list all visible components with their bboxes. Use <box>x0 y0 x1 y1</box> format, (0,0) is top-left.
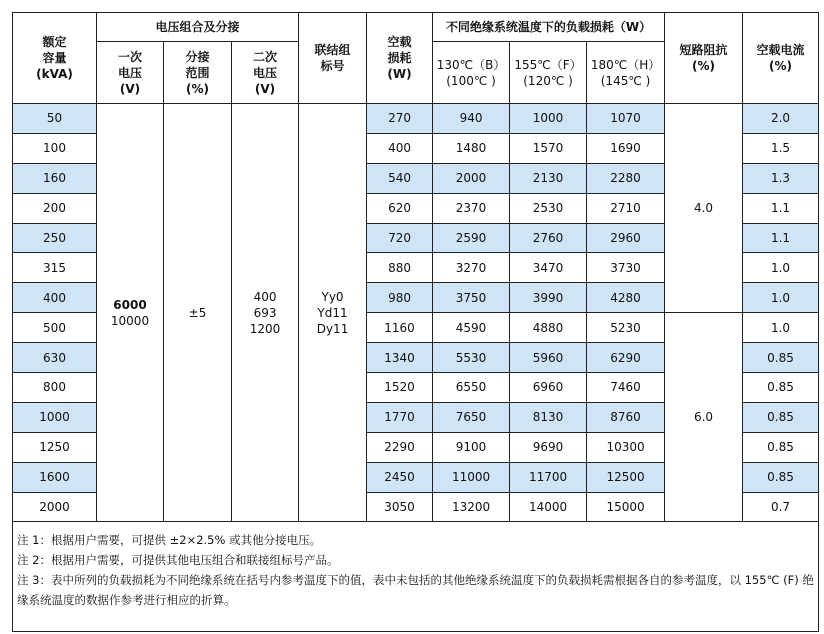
cell-no-load-current: 1.1 <box>743 223 819 253</box>
cell-loss-b: 3270 <box>433 253 510 283</box>
cell-loss-f: 11700 <box>510 462 587 492</box>
cell-loss-b: 3750 <box>433 283 510 313</box>
cell-loss-b: 940 <box>433 104 510 134</box>
cell-no-load-loss: 980 <box>367 283 433 313</box>
cell-no-load-current: 1.3 <box>743 163 819 193</box>
cell-loss-b: 2370 <box>433 193 510 223</box>
cell-no-load-loss: 880 <box>367 253 433 283</box>
header-no-load-loss: 空载 损耗 (W) <box>367 13 433 104</box>
cell-no-load-loss: 540 <box>367 163 433 193</box>
cell-no-load-loss: 270 <box>367 104 433 134</box>
cell-loss-h: 6290 <box>587 343 665 373</box>
cell-loss-h: 7460 <box>587 373 665 403</box>
cell-capacity: 50 <box>13 104 97 134</box>
cell-loss-h: 5230 <box>587 313 665 343</box>
cell-no-load-current: 0.85 <box>743 373 819 403</box>
header-no-load-current: 空载电流 (%) <box>743 13 819 104</box>
cell-capacity: 1600 <box>13 462 97 492</box>
cell-capacity: 500 <box>13 313 97 343</box>
cell-no-load-loss: 400 <box>367 133 433 163</box>
cell-loss-b: 2000 <box>433 163 510 193</box>
cell-no-load-current: 1.1 <box>743 193 819 223</box>
cell-loss-f: 9690 <box>510 432 587 462</box>
notes-cell <box>13 522 819 632</box>
cell-capacity: 800 <box>13 373 97 403</box>
cell-no-load-current: 1.0 <box>743 283 819 313</box>
header-load-loss-group: 不同绝缘系统温度下的负载损耗（W） <box>433 13 665 42</box>
cell-impedance-a: 4.0 <box>665 104 743 313</box>
cell-loss-f: 8130 <box>510 402 587 432</box>
cell-no-load-current: 0.85 <box>743 462 819 492</box>
header-temp-f: 155℃（F） (120℃ ) <box>510 42 587 104</box>
cell-loss-f: 1000 <box>510 104 587 134</box>
cell-loss-b: 4590 <box>433 313 510 343</box>
cell-loss-b: 13200 <box>433 492 510 522</box>
cell-no-load-current: 0.85 <box>743 432 819 462</box>
cell-no-load-loss: 1770 <box>367 402 433 432</box>
cell-loss-b: 7650 <box>433 402 510 432</box>
cell-no-load-current: 0.85 <box>743 402 819 432</box>
cell-capacity: 1250 <box>13 432 97 462</box>
cell-no-load-current: 1.5 <box>743 133 819 163</box>
cell-no-load-loss: 620 <box>367 193 433 223</box>
cell-loss-b: 2590 <box>433 223 510 253</box>
note-3: 注 3：表中所列的负载损耗为不同绝缘系统在括号内参考温度下的值，表中未包括的其他绝缘系统温度下的负载损耗需根据各自的参考温度，以 155℃ (F) 绝缘系统温度的数据作参考进行相应的折算。 <box>17 573 814 608</box>
cell-loss-h: 2280 <box>587 163 665 193</box>
cell-no-load-current: 2.0 <box>743 104 819 134</box>
cell-loss-h: 2960 <box>587 223 665 253</box>
cell-capacity: 200 <box>13 193 97 223</box>
cell-loss-f: 5960 <box>510 343 587 373</box>
cell-capacity: 630 <box>13 343 97 373</box>
cell-impedance-b: 6.0 <box>665 313 743 522</box>
cell-loss-f: 2530 <box>510 193 587 223</box>
cell-no-load-loss: 2450 <box>367 462 433 492</box>
cell-capacity: 400 <box>13 283 97 313</box>
cell-loss-h: 3730 <box>587 253 665 283</box>
cell-loss-f: 3990 <box>510 283 587 313</box>
notes-row <box>13 522 819 632</box>
header-primary-voltage: 一次 电压 (V) <box>97 42 164 104</box>
cell-capacity: 1000 <box>13 402 97 432</box>
header-tap-range: 分接 范围 (%) <box>164 42 232 104</box>
cell-capacity: 315 <box>13 253 97 283</box>
cell-secondary-voltage: 400 693 1200 <box>232 104 299 522</box>
note-2: 注 2：根据用户需要，可提供其他电压组合和联接组标号产品。 <box>17 553 339 568</box>
cell-loss-h: 1070 <box>587 104 665 134</box>
header-row-1 <box>13 13 819 42</box>
cell-vector-group: Yy0 Yd11 Dy11 <box>299 104 367 522</box>
cell-loss-b: 5530 <box>433 343 510 373</box>
cell-capacity: 2000 <box>13 492 97 522</box>
cell-loss-h: 15000 <box>587 492 665 522</box>
cell-primary-voltage: 6000 10000 <box>97 104 164 522</box>
header-impedance: 短路阻抗 (%) <box>665 13 743 104</box>
cell-loss-b: 11000 <box>433 462 510 492</box>
cell-capacity: 160 <box>13 163 97 193</box>
cell-no-load-current: 0.7 <box>743 492 819 522</box>
header-capacity: 额定 容量 (kVA) <box>13 13 97 104</box>
cell-loss-b: 9100 <box>433 432 510 462</box>
cell-loss-f: 1570 <box>510 133 587 163</box>
cell-no-load-current: 0.85 <box>743 343 819 373</box>
cell-no-load-loss: 720 <box>367 223 433 253</box>
cell-no-load-loss: 1520 <box>367 373 433 403</box>
cell-loss-h: 12500 <box>587 462 665 492</box>
cell-loss-h: 1690 <box>587 133 665 163</box>
cell-no-load-loss: 3050 <box>367 492 433 522</box>
header-secondary-voltage: 二次 电压 (V) <box>232 42 299 104</box>
table-row <box>13 104 819 134</box>
cell-loss-h: 4280 <box>587 283 665 313</box>
cell-no-load-current: 1.0 <box>743 313 819 343</box>
cell-loss-h: 10300 <box>587 432 665 462</box>
cell-loss-b: 1480 <box>433 133 510 163</box>
header-vector-group: 联结组 标号 <box>299 13 367 104</box>
cell-loss-f: 4880 <box>510 313 587 343</box>
cell-capacity: 100 <box>13 133 97 163</box>
cell-loss-h: 8760 <box>587 402 665 432</box>
transformer-spec-table <box>12 12 819 632</box>
header-voltage-group: 电压组合及分接 <box>97 13 299 42</box>
cell-no-load-loss: 1340 <box>367 343 433 373</box>
cell-loss-f: 3470 <box>510 253 587 283</box>
cell-capacity: 250 <box>13 223 97 253</box>
cell-tap-range: ±5 <box>164 104 232 522</box>
cell-no-load-loss: 1160 <box>367 313 433 343</box>
header-temp-h: 180℃（H） (145℃ ) <box>587 42 665 104</box>
cell-loss-h: 2710 <box>587 193 665 223</box>
cell-loss-f: 6960 <box>510 373 587 403</box>
header-temp-b: 130℃（B） (100℃ ) <box>433 42 510 104</box>
note-1: 注 1：根据用户需要，可提供 ±2×2.5% 或其他分接电压。 <box>17 533 322 548</box>
cell-loss-f: 2130 <box>510 163 587 193</box>
cell-loss-b: 6550 <box>433 373 510 403</box>
cell-no-load-loss: 2290 <box>367 432 433 462</box>
cell-no-load-current: 1.0 <box>743 253 819 283</box>
cell-loss-f: 2760 <box>510 223 587 253</box>
cell-loss-f: 14000 <box>510 492 587 522</box>
